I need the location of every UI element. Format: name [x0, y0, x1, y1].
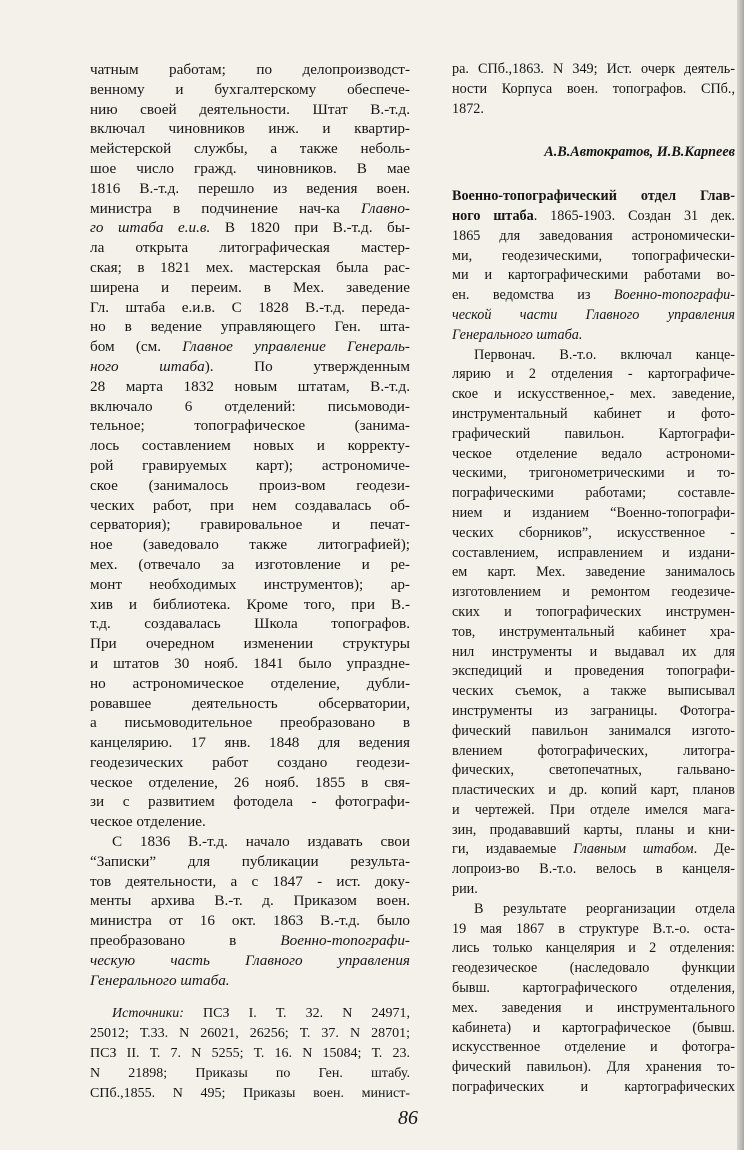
- text-line: [452, 326, 735, 346]
- text-line: [452, 504, 735, 524]
- text-segment: 19 мая 1867 в структуре В.т.-о. оста-: [452, 920, 735, 937]
- text-segment: монт необходимых инструментов); ар-: [90, 575, 410, 593]
- text-segment: тов деятельности, а с 1847 - ист. доку-: [90, 872, 410, 890]
- text-line: [90, 179, 410, 199]
- text-line: [452, 484, 735, 504]
- text-segment: лярию и 2 отделения - картографиче-: [452, 366, 735, 383]
- text-segment: ское (занималось произ-вом геодези-: [90, 476, 410, 494]
- text-segment: шое число гражд. чиновников. В мае: [90, 159, 410, 177]
- text-line: [90, 773, 410, 793]
- text-line: [90, 139, 410, 159]
- text-line: [452, 662, 735, 682]
- text-segment: “Записки” для публикации результа-: [90, 852, 410, 870]
- text-line: [90, 911, 410, 931]
- text-line: [452, 524, 735, 544]
- text-line: [452, 1058, 735, 1078]
- text-segment: ческое отделение ведало астрономи-: [452, 445, 735, 462]
- text-segment: . Де-: [693, 841, 736, 858]
- text-line: [90, 971, 410, 991]
- text-line: [90, 298, 410, 318]
- text-segment: экспедиций и проведения топографи-: [452, 663, 735, 680]
- text-line: [452, 445, 735, 465]
- italic-text: Главным штабом: [573, 841, 694, 858]
- text-line: [452, 247, 735, 267]
- text-segment: А.В.Автократов, И.В.Карпеев: [544, 144, 735, 161]
- text-segment: ровавшее деятельность обсерватории,: [90, 694, 410, 712]
- text-segment: ское и искусственное,- мех. заведение,: [452, 386, 735, 403]
- text-segment: влением фотографических, литогра-: [452, 742, 735, 759]
- text-segment: министра в подчинение нач-ка: [90, 199, 361, 217]
- text-segment: В результате реорганизации отдела: [474, 900, 735, 917]
- text-segment: бом (см.: [90, 338, 183, 356]
- text-segment: 1816 В.-т.д. перешло из ведения воен.: [90, 179, 410, 197]
- text-segment: серватория); гравировальное и печат-: [90, 516, 410, 534]
- text-segment: ческое отделение, 26 нояб. 1855 в свя-: [90, 773, 410, 791]
- entry-heading: Военно-топографический отдел Глав-: [452, 188, 735, 205]
- text-line: [90, 595, 410, 615]
- text-segment: рой гравируемых карт); астрономиче-: [90, 456, 410, 474]
- text-segment: ра. СПб.,1863. N 349; Ист. очерк деятель-: [452, 61, 735, 77]
- text-segment: лись только канцелярия и 2 отделения:: [452, 940, 735, 957]
- text-segment: ПСЗ I. Т. 32. N 24971,: [183, 1006, 410, 1022]
- text-line: [90, 456, 410, 476]
- text-segment: рии.: [452, 881, 478, 898]
- text-line: [452, 286, 735, 306]
- text-line: [90, 199, 410, 219]
- text-segment: графический павильон. Картографи-: [452, 425, 735, 442]
- text-segment: В 1820 при В.-т.д. бы-: [210, 219, 410, 237]
- text-line: [452, 959, 735, 979]
- text-line: [90, 1044, 410, 1064]
- text-segment: искусственное отделение и фотогра-: [452, 1039, 735, 1056]
- text-segment: кабинета) и картографическое (бывш.: [452, 1019, 735, 1036]
- text-segment: т.д. создавалась Школа топографов.: [90, 615, 410, 633]
- text-segment: ческих съемок, а также выписывал: [452, 683, 735, 700]
- italic-text: ческую часть Главного управления: [90, 951, 410, 969]
- italic-text: ного штаба: [90, 357, 205, 375]
- italic-text: ческой части Главного управления: [452, 306, 735, 323]
- text-segment: включал чиновников инж. и квартир-: [90, 120, 410, 138]
- italic-text: Генерального штаба.: [90, 971, 230, 989]
- text-segment: ческих работ, при нем создавалась об-: [90, 496, 410, 514]
- text-line: [452, 385, 735, 405]
- article-author: [452, 143, 735, 163]
- italic-text: Источники:: [112, 1006, 184, 1022]
- text-line: [90, 812, 410, 832]
- text-segment: 25012; Т.33. N 26021, 26256; Т. 37. N 28701;: [90, 1026, 410, 1042]
- text-segment: министра от 16 окт. 1863 В.-т.д. было: [90, 912, 410, 930]
- text-segment: включало 6 отделений: письмоводи-: [90, 397, 410, 415]
- text-line: [90, 476, 410, 496]
- text-segment: нию своей деятельности. Штат В.-т.д.: [90, 100, 410, 118]
- text-line: [452, 761, 735, 781]
- text-segment: ширена и переим. в Мех. заведение: [90, 278, 410, 296]
- text-line: [90, 258, 410, 278]
- text-line: [90, 100, 410, 120]
- text-line: [90, 397, 410, 417]
- text-line: [452, 563, 735, 583]
- text-line: [90, 1004, 410, 1024]
- text-line: [90, 416, 410, 436]
- text-segment: При очередном изменении структуры: [90, 635, 410, 653]
- text-line: [90, 80, 410, 100]
- text-line: [452, 1038, 735, 1058]
- text-segment: ПСЗ II. Т. 7. N 5255; Т. 16. N 15084; Т. 23.: [90, 1046, 410, 1062]
- text-segment: ческими, тригонометрическими и то-: [452, 465, 735, 482]
- text-segment: зи с развитием фотодела - фотографи-: [90, 793, 410, 811]
- text-segment: ми, геодезическими, топографически-: [452, 247, 735, 264]
- text-segment: СПб.,1855. N 495; Приказы воен. минист-: [90, 1085, 410, 1101]
- text-line: [90, 792, 410, 812]
- text-segment: мех. заведения и инструментального: [452, 999, 735, 1016]
- text-segment: ). По утвержденным: [204, 357, 410, 375]
- italic-text: го штаба е.и.в.: [90, 219, 211, 237]
- text-segment: ми и картографическими работами во-: [452, 267, 735, 284]
- text-line: [452, 722, 735, 742]
- text-line: [452, 821, 735, 841]
- text-line: [90, 357, 410, 377]
- text-line: [90, 218, 410, 238]
- text-segment: фических, светопечатных, гальвано-: [452, 762, 735, 779]
- text-line: [90, 278, 410, 298]
- text-line: [90, 515, 410, 535]
- text-line: [90, 535, 410, 555]
- text-line: [90, 337, 410, 357]
- text-line: [90, 614, 410, 634]
- text-segment: пографическими работами; составле-: [452, 485, 735, 502]
- text-segment: составлением, исправлением и издани-: [452, 544, 735, 561]
- text-line: [90, 852, 410, 872]
- text-segment: ческое отделение.: [90, 813, 206, 831]
- text-segment: но астрономическое отделение, дубли-: [90, 674, 410, 692]
- text-segment: мех. (отвечало за изготовление и ре-: [90, 555, 410, 573]
- text-segment: зин, продававший карты, планы и кни-: [452, 821, 735, 838]
- text-line: [90, 159, 410, 179]
- text-segment: 1872.: [452, 100, 484, 117]
- text-segment: геодезическое (наследовало функции: [452, 960, 735, 977]
- italic-text: Главное управление Генераль-: [182, 338, 410, 356]
- text-line: [452, 1019, 735, 1039]
- text-line: [452, 100, 735, 120]
- text-line: [90, 377, 410, 397]
- text-segment: и штатов 30 нояб. 1841 было упраздне-: [90, 654, 410, 672]
- text-line: [452, 544, 735, 564]
- text-line: [452, 742, 735, 762]
- text-line: [452, 939, 735, 959]
- text-segment: геодезических работ создано геодези-: [90, 753, 410, 771]
- text-line: [90, 654, 410, 674]
- text-line: [452, 1078, 735, 1098]
- text-segment: Гл. штаба е.и.в. С 1828 В.-т.д. переда-: [90, 298, 410, 316]
- text-segment: хив и библиотека. Кроме того, при В.-: [90, 595, 410, 613]
- text-segment: инструменты из заграницы. Фотогра-: [452, 702, 735, 719]
- text-segment: фический павильон занимался изгото-: [452, 722, 735, 739]
- text-segment: тов, инструментальный кабинет хра-: [452, 623, 735, 640]
- text-line: [452, 920, 735, 940]
- text-segment: . 1865-1903. Создан 31 дек.: [533, 207, 735, 224]
- text-segment: ги, издаваемые: [452, 841, 574, 858]
- text-line: [452, 840, 735, 860]
- text-line: [90, 674, 410, 694]
- text-segment: С 1836 В.-т.д. начало издавать свои: [112, 833, 410, 851]
- text-line: [452, 979, 735, 999]
- text-line: [452, 80, 735, 100]
- text-segment: N 21898; Приказы по Ген. штабу.: [90, 1065, 410, 1081]
- text-line: [452, 365, 735, 385]
- text-line: [452, 702, 735, 722]
- text-line: [90, 951, 410, 971]
- text-line: [90, 317, 410, 337]
- text-line: [90, 931, 410, 951]
- text-line: [452, 346, 735, 366]
- text-segment: венному и бухгалтерскому обеспече-: [90, 80, 410, 98]
- italic-text: Генерального штаба.: [452, 326, 583, 343]
- text-line: [452, 603, 735, 623]
- italic-text: Военно-топографи-: [280, 932, 410, 950]
- text-line: [452, 187, 735, 207]
- text-line: [452, 60, 735, 80]
- text-line: [90, 238, 410, 258]
- text-segment: а письмоводительное преобразовано в: [90, 714, 410, 732]
- right-text-column: [452, 60, 735, 1098]
- text-segment: канцелярию. 17 янв. 1848 для ведения: [90, 734, 410, 752]
- text-line: [90, 555, 410, 575]
- text-line: [452, 860, 735, 880]
- text-segment: фический павильон). Для хранения то-: [452, 1059, 735, 1076]
- text-segment: ческих сборников”, искусственное -: [452, 524, 735, 541]
- text-segment: и чертежей. При отделе имелся мага-: [452, 801, 735, 818]
- text-segment: ская; в 1821 мех. мастерская была рас-: [90, 258, 410, 276]
- text-segment: ное (заведовало также литографией);: [90, 536, 410, 554]
- text-segment: преобразовано в: [90, 932, 281, 950]
- text-segment: нием и изданием “Военно-топографи-: [452, 504, 735, 521]
- text-segment: пластических и др. копий карт, планов: [452, 782, 735, 799]
- text-line: [90, 1064, 410, 1084]
- text-segment: мейстерской службы, а также неболь-: [90, 140, 410, 158]
- text-segment: инструментальный кабинет и фото-: [452, 405, 735, 422]
- text-line: [90, 891, 410, 911]
- text-segment: бывш. картографического отделения,: [452, 980, 735, 997]
- text-line: [452, 900, 735, 920]
- italic-text: Военно-топографи-: [613, 287, 735, 304]
- text-line: [90, 634, 410, 654]
- page-number: 86: [398, 1107, 418, 1129]
- text-segment: нил инструменты и выдавал их для: [452, 643, 735, 660]
- text-line: [452, 801, 735, 821]
- text-segment: чатным работам; по делопроизводст-: [90, 61, 410, 78]
- text-line: [90, 733, 410, 753]
- text-line: [452, 643, 735, 663]
- text-line: [90, 60, 410, 80]
- text-line: [90, 872, 410, 892]
- text-line: [452, 425, 735, 445]
- text-segment: ен. ведомства из: [452, 287, 614, 304]
- text-line: [452, 682, 735, 702]
- text-segment: ности Корпуса воен. топографов. СПб.,: [452, 80, 735, 97]
- text-segment: ла открыта литографическая мастер-: [90, 239, 410, 257]
- text-segment: пографических и картографических: [452, 1079, 735, 1096]
- text-line: [452, 306, 735, 326]
- text-line: [90, 832, 410, 852]
- text-line: [90, 496, 410, 516]
- text-segment: менты архива В.-т. д. Приказом воен.: [90, 892, 410, 910]
- text-line: [452, 405, 735, 425]
- text-segment: но в ведение управляющего Ген. шта-: [90, 318, 410, 336]
- text-segment: тельное; топографическое (занима-: [90, 417, 410, 435]
- text-segment: лось составлением новых и корректу-: [90, 437, 410, 455]
- text-line: [90, 1084, 410, 1104]
- text-line: [452, 266, 735, 286]
- text-line: [90, 753, 410, 773]
- text-line: [90, 575, 410, 595]
- text-line: [452, 999, 735, 1019]
- text-line: [452, 880, 735, 900]
- italic-text: Главно-: [360, 199, 410, 217]
- text-segment: лопроиз-во В.-т.о. велось в канцеля-: [452, 861, 735, 878]
- text-segment: изготовлением и ремонтом геодезиче-: [452, 584, 735, 601]
- text-segment: ем карт. Мех. заведение занималось: [452, 564, 735, 581]
- text-line: [452, 781, 735, 801]
- text-line: [452, 227, 735, 247]
- text-line: [452, 583, 735, 603]
- text-line: [90, 713, 410, 733]
- text-line: [452, 464, 735, 484]
- page-edge-shadow: [737, 0, 744, 1150]
- text-segment: Первонач. В.-т.о. включал канце-: [474, 346, 735, 363]
- entry-heading: ного штаба: [452, 207, 534, 224]
- text-line: [90, 1024, 410, 1044]
- text-segment: ских и топографических инструмен-: [452, 603, 735, 620]
- text-segment: 28 марта 1832 новым штатам, В.-т.д.: [90, 377, 410, 395]
- text-line: [90, 694, 410, 714]
- text-line: [90, 119, 410, 139]
- text-line: [90, 436, 410, 456]
- text-line: [452, 623, 735, 643]
- text-line: [452, 207, 735, 227]
- text-segment: 1865 для заведования астрономически-: [452, 227, 735, 244]
- left-text-column: [90, 60, 410, 1103]
